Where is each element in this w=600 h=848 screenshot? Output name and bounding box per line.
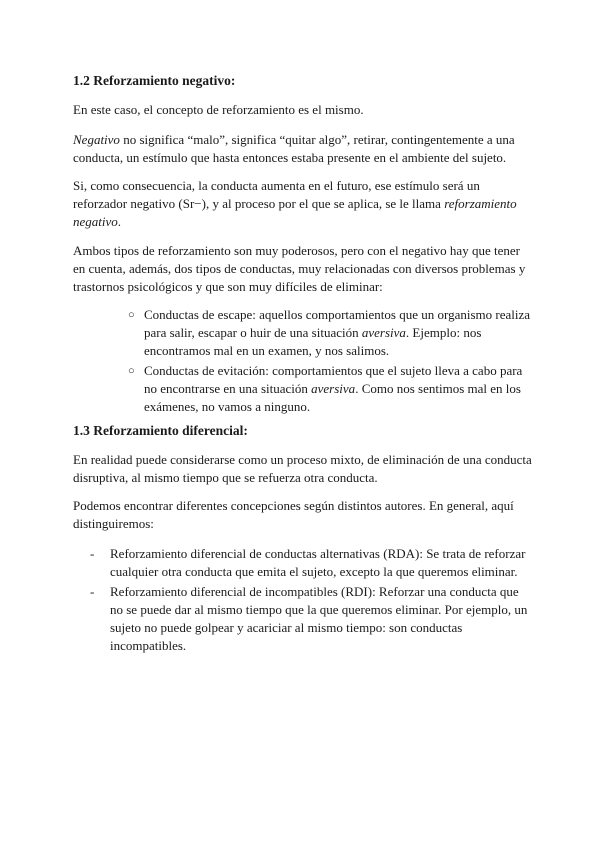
section-heading-1-3: 1.3 Reforzamiento diferencial:	[73, 423, 248, 438]
section-heading-1-2: 1.2 Reforzamiento negativo:	[73, 73, 236, 88]
list-item	[73, 545, 528, 581]
circle-bullet-icon: ○	[128, 365, 135, 377]
paragraph-conceptions: Podemos encontrar diferentes concepciones según distintos autores. En general, aquí distinguiremos:	[73, 498, 514, 531]
bullet-text: Conductas de escape: aquellos comportamientos que un organismo realiza para salir, escapar o huir de una situación	[144, 307, 531, 340]
list-item-text: Reforzamiento diferencial de incompatibles (RDI): Reforzar una conducta que no se puede dar al mismo tiempo que la que queremos eliminar. Por ejemplo, un sujeto no puede golpear y acariciar al mismo tiempo: son conductas incompatibles.	[110, 584, 528, 653]
paragraph-both-types: Ambos tipos de reforzamiento son muy poderosos, pero con el negativo hay que tener en cuenta, además, dos tipos de conductas, muy relacionadas con diversos problemas y trastornos psicológicos y que son muy difíciles de eliminar:	[73, 243, 526, 294]
paragraph-negative-reinforcer-text: Si, como consecuencia, la conducta aumenta en el futuro, ese estímulo será un reforzador negativo (Sr−), y al proceso por el que se aplica, se le llama	[73, 178, 480, 211]
paragraph-period: .	[117, 214, 122, 229]
list-item	[73, 306, 533, 360]
italic-reforzamiento-negativo: reforzamiento negativo	[73, 196, 517, 229]
list-item-text: Reforzamiento diferencial de conductas alternativas (RDA): Se trata de reforzar cualquier otra conducta que emita el sujeto, excepto la que queremos eliminar.	[110, 546, 526, 579]
paragraph-negativo-text: no significa “malo”, significa “quitar algo”, retirar, contingentemente a una conducta, un estímulo que hasta entonces estaba presente en el ambiente del sujeto.	[73, 132, 515, 165]
bullet-list-conductas	[73, 306, 533, 418]
italic-negativo: Negativo	[73, 132, 120, 147]
bullet-text: Conductas de evitación: comportamientos que el sujeto lleva a cabo para no encontrarse en una situación	[144, 363, 523, 396]
list-item	[73, 362, 533, 416]
paragraph-mixed-process: En realidad puede considerarse como un proceso mixto, de eliminación de una conducta disruptiva, al mismo tiempo que se refuerza otra conducta.	[73, 452, 532, 485]
paragraph-negativo-definition	[73, 131, 533, 167]
paragraph-concept: En este caso, el concepto de reforzamiento es el mismo.	[73, 102, 364, 117]
dash-bullet-icon: -	[90, 546, 95, 561]
list-item	[73, 583, 528, 655]
bullet-text-end: . Como nos sentimos mal en los exámenes, no vamos a ninguno.	[144, 381, 521, 414]
italic-aversiva: aversiva	[311, 381, 356, 396]
dash-bullet-icon: -	[90, 584, 95, 599]
circle-bullet-icon: ○	[128, 309, 135, 321]
dash-list-rd	[73, 545, 528, 657]
paragraph-negative-reinforcer	[73, 177, 533, 231]
italic-aversiva: aversiva	[361, 325, 406, 340]
bullet-text-end: . Ejemplo: nos encontramos mal en un examen, y nos salimos.	[144, 325, 482, 358]
